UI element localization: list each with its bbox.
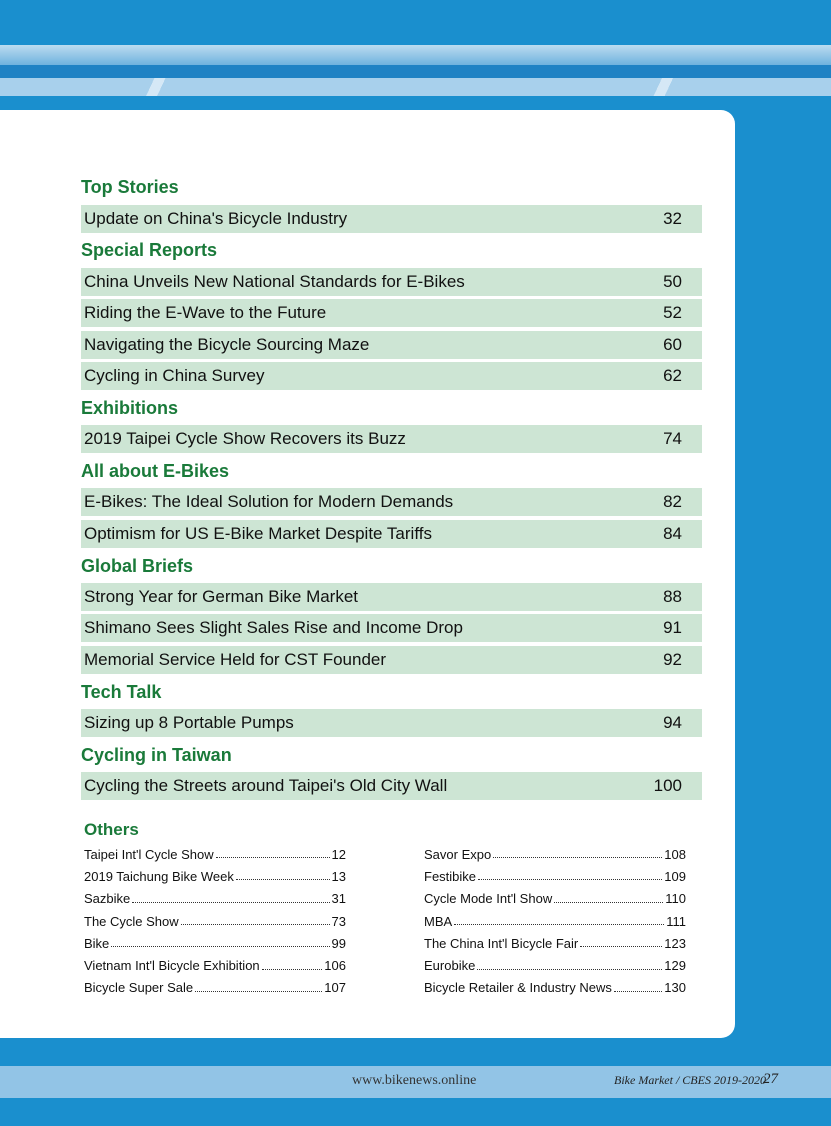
toc-row[interactable]	[81, 646, 702, 674]
others-item[interactable]	[424, 910, 686, 932]
dot-leader	[454, 914, 664, 925]
others-item[interactable]	[424, 888, 686, 910]
toc-row[interactable]	[81, 299, 702, 327]
top-frame	[0, 0, 831, 45]
others-item-name: Eurobike	[424, 958, 476, 974]
others-item-name: MBA	[424, 913, 453, 929]
toc-page-number: 94	[663, 713, 682, 732]
toc-page-number: 100	[653, 776, 682, 795]
toc-row[interactable]	[81, 488, 702, 516]
toc-row[interactable]	[81, 268, 702, 296]
dot-leader	[111, 936, 329, 947]
others-item-name: Bicycle Super Sale	[84, 980, 194, 996]
others-item-name: Vietnam Int'l Bicycle Exhibition	[84, 958, 260, 974]
others-item-page: 107	[324, 980, 346, 996]
others-item-page: 99	[331, 935, 346, 951]
header-band-light	[0, 45, 831, 65]
others-item[interactable]	[424, 843, 686, 865]
others-item-name: Sazbike	[84, 891, 131, 907]
others-item[interactable]	[84, 843, 346, 865]
toc-page-number: 91	[663, 618, 682, 637]
dot-leader	[614, 981, 662, 992]
others-item[interactable]	[84, 977, 346, 999]
others-item-page: 123	[664, 935, 686, 951]
others-item[interactable]	[84, 954, 346, 976]
others-item[interactable]	[424, 954, 686, 976]
others-list-left	[84, 843, 346, 999]
header-band-dark	[0, 65, 831, 78]
others-item-page: 13	[331, 868, 346, 884]
others-item-page: 130	[664, 980, 686, 996]
dot-leader	[262, 959, 323, 970]
others-item-page: 108	[664, 846, 686, 862]
dot-leader	[478, 869, 662, 880]
toc-row[interactable]	[81, 331, 702, 359]
others-item-page: 12	[331, 846, 346, 862]
others-item-page: 31	[331, 891, 346, 907]
others-item-page: 110	[665, 891, 686, 907]
toc-title: China Unveils New National Standards for E-Bikes	[84, 272, 465, 291]
toc-page-number: 32	[663, 209, 682, 228]
toc-page-number: 82	[663, 492, 682, 511]
toc-page-number: 84	[663, 524, 682, 543]
toc-page-number: 88	[663, 587, 682, 606]
others-item-name: Taipei Int'l Cycle Show	[84, 846, 214, 862]
footer-magazine-title: Bike Market / CBES 2019-2020	[614, 1073, 766, 1087]
toc-title: Cycling the Streets around Taipei's Old City Wall	[84, 776, 448, 795]
toc-row[interactable]	[81, 425, 702, 453]
toc-title: Memorial Service Held for CST Founder	[84, 650, 387, 669]
toc-page-number: 52	[663, 303, 682, 322]
others-item[interactable]	[424, 932, 686, 954]
others-item[interactable]	[84, 888, 346, 910]
others-item-page: 73	[331, 913, 346, 929]
toc-title: Shimano Sees Slight Sales Rise and Income Drop	[84, 618, 463, 637]
section-heading-top-stories: Top Stories	[81, 177, 179, 197]
section-heading-special-reports: Special Reports	[81, 240, 218, 260]
others-item-name: Festibike	[424, 868, 477, 884]
footer-page-number: 27	[763, 1071, 778, 1087]
others-item-page: 106	[324, 958, 346, 974]
others-item-name: Cycle Mode Int'l Show	[424, 891, 553, 907]
toc-title: Strong Year for German Bike Market	[84, 587, 359, 606]
dot-leader	[554, 892, 663, 903]
toc-title: Navigating the Bicycle Sourcing Maze	[84, 335, 370, 354]
toc-row[interactable]	[81, 205, 702, 233]
dot-leader	[216, 847, 330, 858]
dot-leader	[493, 847, 662, 858]
dot-leader	[132, 892, 329, 903]
toc-title: Cycling in China Survey	[84, 366, 265, 385]
dot-leader	[477, 959, 662, 970]
toc-page-number: 92	[663, 650, 682, 669]
header-band-stripes	[0, 78, 831, 96]
others-item-page: 129	[664, 958, 686, 974]
others-list-right	[424, 843, 686, 999]
dot-leader	[181, 914, 330, 925]
others-item[interactable]	[84, 932, 346, 954]
section-heading-exhibitions: Exhibitions	[81, 398, 179, 418]
others-item-page: 109	[664, 868, 686, 884]
toc-title: Riding the E-Wave to the Future	[84, 303, 327, 322]
others-item-name: The Cycle Show	[84, 913, 179, 929]
others-item[interactable]	[84, 865, 346, 887]
section-heading-others: Others	[84, 820, 139, 839]
toc-row[interactable]	[81, 709, 702, 737]
others-item[interactable]	[84, 910, 346, 932]
others-item-name: Bike	[84, 935, 110, 951]
toc-row[interactable]	[81, 520, 702, 548]
others-item[interactable]	[424, 865, 686, 887]
toc-title: Optimism for US E-Bike Market Despite Tariffs	[84, 524, 432, 543]
section-heading-all-about-e-bikes: All about E-Bikes	[81, 461, 230, 481]
toc-title: 2019 Taipei Cycle Show Recovers its Buzz	[84, 429, 406, 448]
toc-page-number: 74	[663, 429, 682, 448]
dot-leader	[195, 981, 322, 992]
toc-title: E-Bikes: The Ideal Solution for Modern Demands	[84, 492, 454, 511]
section-heading-global-briefs: Global Briefs	[81, 556, 194, 576]
others-item-name: The China Int'l Bicycle Fair	[424, 935, 579, 951]
others-item-page: 111	[666, 913, 686, 929]
others-item-name: 2019 Taichung Bike Week	[84, 868, 234, 884]
toc-page-number: 50	[663, 272, 682, 291]
others-item-name: Savor Expo	[424, 846, 492, 862]
toc-row[interactable]	[81, 362, 702, 390]
toc-title: Update on China's Bicycle Industry	[84, 209, 348, 228]
dot-leader	[580, 936, 662, 947]
others-item[interactable]	[424, 977, 686, 999]
section-heading-tech-talk: Tech Talk	[81, 682, 162, 702]
section-heading-cycling-in-taiwan: Cycling in Taiwan	[81, 745, 232, 765]
toc-title: Sizing up 8 Portable Pumps	[84, 713, 294, 732]
toc-row[interactable]	[81, 772, 702, 800]
others-item-name: Bicycle Retailer & Industry News	[424, 980, 612, 996]
dot-leader	[236, 869, 330, 880]
toc-row[interactable]	[81, 614, 702, 642]
footer-website-link[interactable]: www.bikenews.online	[352, 1073, 477, 1088]
toc-page-number: 62	[663, 366, 682, 385]
toc-page-number: 60	[663, 335, 682, 354]
toc-row[interactable]	[81, 583, 702, 611]
